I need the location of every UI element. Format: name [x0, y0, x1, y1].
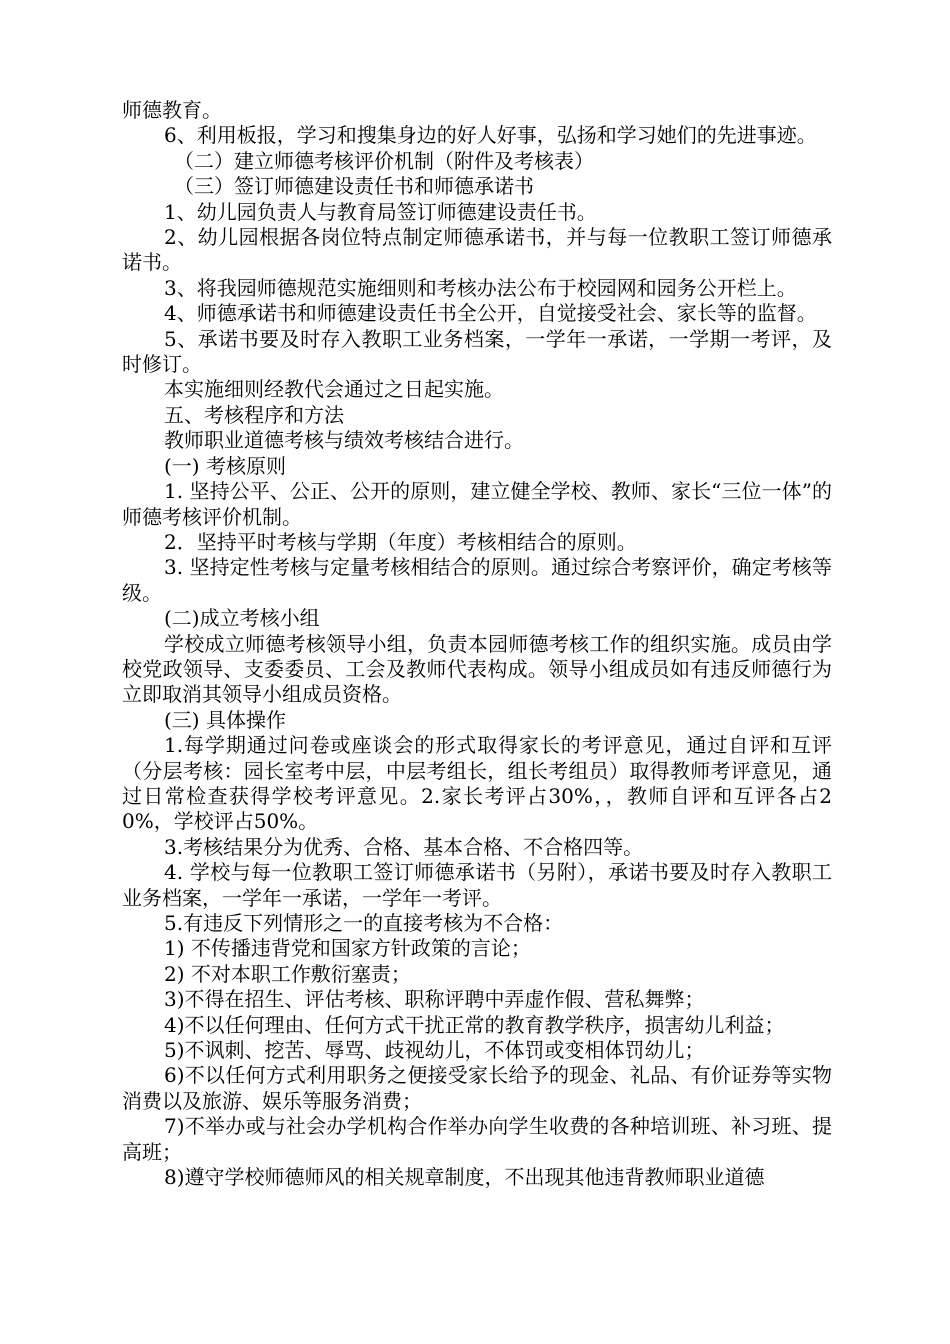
paragraph: 3. 坚持定性考核与定量考核相结合的原则。通过综合考察评价，确定考核等级。: [122, 555, 832, 605]
list-item: 8)遵守学校师德师风的相关规章制度，不出现其他违背教师职业道德: [164, 1165, 765, 1190]
paragraph: 4、师德承诺书和师德建设责任书全公开，自觉接受社会、家长等的监督。: [164, 301, 817, 326]
list-item: 2) 不对本职工作敷衍塞责；: [164, 961, 411, 986]
paragraph: 学校成立师德考核领导小组，负责本园师德考核工作的组织实施。成员由学校党政领导、支委委员、工会及教师代表构成。领导小组成员如有违反师德行为立即取消其领导小组成员资格。: [122, 631, 832, 707]
subsection-heading: (一) 考核原则: [164, 453, 286, 478]
paragraph: 1、幼儿园负责人与教育局签订师德建设责任书。: [164, 199, 597, 224]
paragraph: 本实施细则经教代会通过之日起实施。: [164, 377, 504, 402]
list-item: 6)不以任何方式利用职务之便接受家长给予的现金、礼品、有价证券等实物消费以及旅游、娱乐等服务消费；: [122, 1063, 832, 1113]
paragraph: 5、承诺书要及时存入教职工业务档案，一学年一承诺，一学期一考评，及时修订。: [122, 326, 832, 377]
paragraph: 3.考核结果分为优秀、合格、基本合格、不合格四等。: [164, 834, 644, 859]
paragraph: 3、将我园师德规范实施细则和考核办法公布于校园网和园务公开栏上。: [164, 275, 797, 300]
document-body: [122, 98, 832, 1190]
paragraph: 4. 学校与每一位教职工签订师德承诺书（另附），承诺书要及时存入教职工业务档案，一学年一承诺，一学年一考评。: [122, 860, 832, 910]
paragraph: 教师职业道德考核与绩效考核结合进行。: [164, 428, 524, 453]
section-heading: 五、考核程序和方法: [164, 402, 344, 427]
section-heading: （三）签订师德建设责任书和师德承诺书: [174, 174, 534, 199]
subsection-heading: (二)成立考核小组: [164, 606, 320, 631]
paragraph: 6、利用板报，学习和搜集身边的好人好事，弘扬和学习她们的先进事迹。: [164, 123, 817, 148]
paragraph: 师德教育。: [122, 98, 222, 122]
list-item: 5)不讽刺、挖苦、辱骂、歧视幼儿，不体罚或变相体罚幼儿；: [164, 1038, 705, 1063]
paragraph: 1. 坚持公平、公正、公开的原则，建立健全学校、教师、家长“三位一体”的师德考核评价机制。: [122, 479, 832, 529]
subsection-heading: (三) 具体操作: [164, 707, 286, 732]
list-item: 1) 不传播违背党和国家方针政策的言论；: [164, 936, 531, 961]
paragraph: 2．坚持平时考核与学期（年度）考核相结合的原则。: [164, 529, 637, 554]
paragraph: 1.每学期通过问卷或座谈会的形式取得家长的考评意见，通过自评和互评（分层考核：园长室考中层，中层考组长，组长考组员）取得教师考评意见，通过日常检查获得学校考评意见。2.家长考评占30%，，教师自评和互评各占20%，学校评占50%。: [122, 733, 832, 834]
list-item: 4)不以任何理由、任何方式干扰正常的教育教学秩序，损害幼儿利益；: [164, 1012, 785, 1037]
list-item: 3)不得在招生、评估考核、职称评聘中弄虚作假、营私舞弊；: [164, 987, 705, 1012]
list-item: 7)不举办或与社会办学机构合作举办向学生收费的各种培训班、补习班、提高班；: [122, 1114, 832, 1164]
paragraph: 2、幼儿园根据各岗位特点制定师德承诺书，并与每一位教职工签订师德承诺书。: [122, 225, 832, 275]
section-heading: （二）建立师德考核评价机制（附件及考核表）: [174, 148, 594, 173]
paragraph: 5.有违反下列情形之一的直接考核为不合格：: [164, 911, 564, 935]
